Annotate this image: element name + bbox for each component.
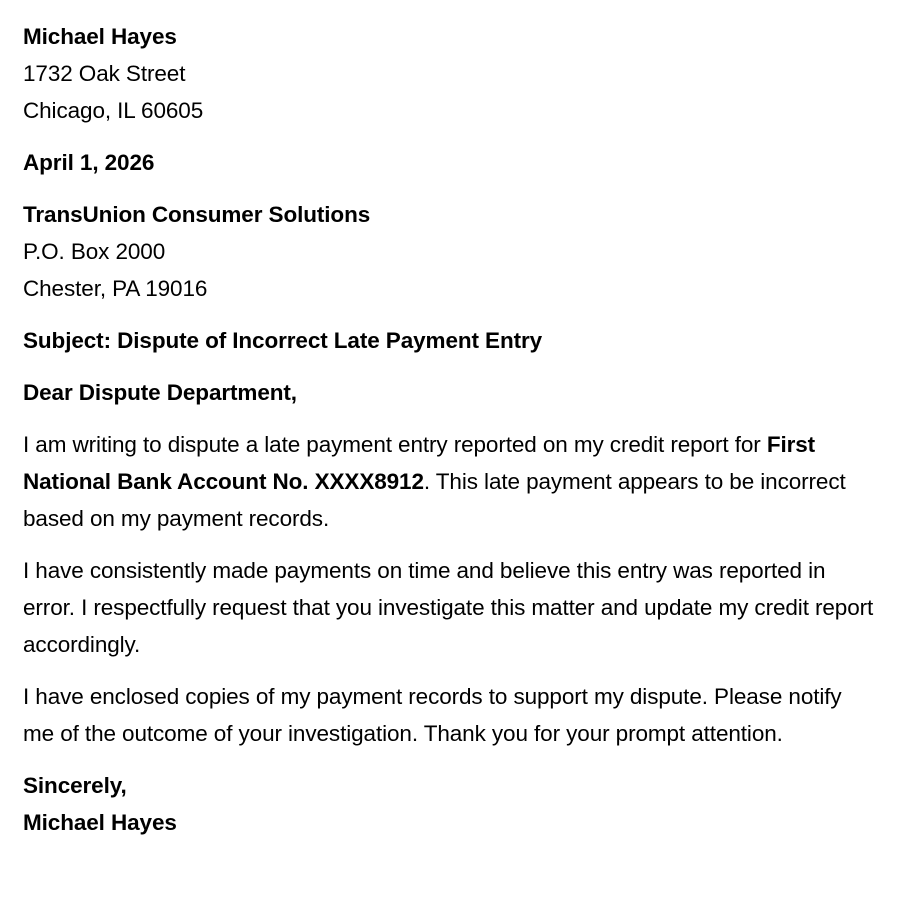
recipient-city-state-zip: Chester, PA 19016 — [23, 276, 208, 301]
sender-street: 1732 Oak Street — [23, 61, 186, 86]
sender-city-state-zip: Chicago, IL 60605 — [23, 98, 204, 123]
valediction: Sincerely, — [23, 773, 127, 798]
letter-date-block — [23, 144, 877, 181]
account-reference: First National Bank Account No. XXXX8912 — [23, 432, 816, 494]
letter-date: April 1, 2026 — [23, 150, 155, 175]
paragraph-1-text-before: I am writing to dispute a late payment entry reported on my credit report for — [23, 432, 767, 457]
signer-name: Michael Hayes — [23, 810, 177, 835]
body-paragraph-3: I have enclosed copies of my payment records to support my dispute. Please notify me of the outcome of your investigation. Thank you for your prompt attention. — [23, 684, 842, 746]
salutation: Dear Dispute Department, — [23, 380, 297, 405]
closing-block — [23, 767, 877, 841]
recipient-address-block — [23, 196, 877, 307]
recipient-organization: TransUnion Consumer Solutions — [23, 202, 371, 227]
recipient-po-box: P.O. Box 2000 — [23, 239, 166, 264]
sender-name: Michael Hayes — [23, 24, 177, 49]
body-paragraph-1 — [23, 426, 877, 537]
body-paragraph-2: I have consistently made payments on time and believe this entry was reported in error. I respectfully request that you investigate this matter and update my credit report accordingly. — [23, 558, 874, 657]
paragraph-1-text-after: . This late payment appears to be incorrect based on my payment records. — [23, 469, 846, 531]
subject-line: Subject: Dispute of Incorrect Late Payment Entry — [23, 328, 543, 353]
sender-address-block — [23, 18, 877, 129]
